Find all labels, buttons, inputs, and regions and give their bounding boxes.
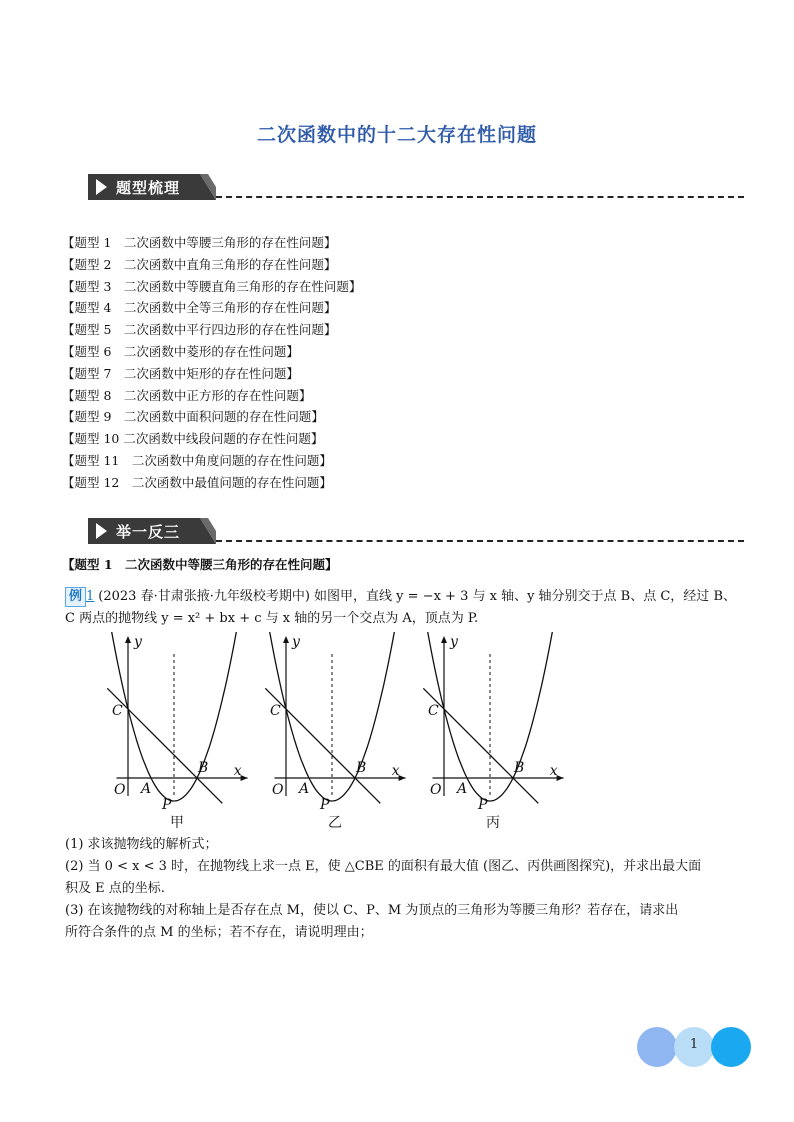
example-line-2: C 两点的抛物线 y = x² + bx + c 与 x 轴的另一个交点为 A，顶点为 P. <box>65 611 479 626</box>
section-header-practice <box>88 518 748 544</box>
dash-divider <box>216 540 744 542</box>
label-point-c: C <box>428 703 439 719</box>
label-point-p: P <box>320 797 330 812</box>
question-1: (1) 求该抛物线的解析式； <box>65 837 218 852</box>
parabola-figure <box>258 632 408 812</box>
dash-divider <box>216 196 744 198</box>
question-list <box>65 834 745 944</box>
figure-group <box>100 632 580 832</box>
example-number: 1 <box>86 589 95 604</box>
label-x: x <box>549 763 558 779</box>
label-point-b: B <box>514 760 525 776</box>
label-point-c: C <box>112 703 123 719</box>
topic-list <box>62 232 361 494</box>
example-text: (2023 春·甘肃张掖·九年级校考期中) 如图甲，直线 y = −x + 3 与 x 轴、y 轴分别交于点 B、点 C，经过 B、 <box>98 589 736 604</box>
figure-caption: 丙 <box>486 815 500 831</box>
label-point-b: B <box>356 760 367 776</box>
list-item: 【题型 11 二次函数中角度问题的存在性问题】 <box>62 452 332 468</box>
list-item: 【题型 8 二次函数中正方形的存在性问题】 <box>62 387 312 403</box>
label-y: y <box>134 634 142 650</box>
parabola-figure <box>416 632 566 812</box>
example-problem <box>65 586 745 630</box>
list-item: 【题型 6 二次函数中菱形的存在性问题】 <box>62 343 299 359</box>
example-line-1 <box>65 586 745 608</box>
figure-yi <box>258 632 408 832</box>
parabola-figure <box>100 632 250 812</box>
label-point-a: A <box>299 781 310 797</box>
y-axis-arrow <box>283 636 289 643</box>
label-y: y <box>292 634 300 650</box>
page-number-badge <box>637 1027 751 1067</box>
list-item: 【题型 7 二次函数中矩形的存在性问题】 <box>62 365 299 381</box>
label-y: y <box>450 634 458 650</box>
example-tag: 例 <box>65 587 86 607</box>
play-arrow-icon <box>96 179 107 195</box>
question-3-cont: 所符合条件的点 M 的坐标；若不存在，请说明理由； <box>65 925 373 940</box>
label-point-a: A <box>457 781 468 797</box>
label-point-c: C <box>270 703 281 719</box>
section-tag <box>88 174 216 200</box>
label-point-a: A <box>141 781 152 797</box>
page-number: 1 <box>689 1037 699 1052</box>
play-arrow-icon <box>96 523 107 539</box>
parabola-curve <box>111 632 240 801</box>
section-label: 举一反三 <box>116 523 181 541</box>
figure-jia <box>100 632 250 832</box>
question-2-cont: 积及 E 点的坐标. <box>65 881 165 896</box>
list-item: 【题型 5 二次函数中平行四边形的存在性问题】 <box>62 322 337 338</box>
y-axis-arrow <box>125 636 131 643</box>
question-3: (3) 在该抛物线的对称轴上是否存在点 M，使以 C、P、M 为顶点的三角形为等腰三角形？若存在，请求出 <box>65 903 679 918</box>
list-item: 【题型 4 二次函数中全等三角形的存在性问题】 <box>62 300 337 316</box>
list-item: 【题型 9 二次函数中面积问题的存在性问题】 <box>62 409 324 425</box>
label-point-p: P <box>478 797 488 812</box>
label-x: x <box>233 763 242 779</box>
page-title: 二次函数中的十二大存在性问题 <box>256 124 537 146</box>
list-item: 【题型 1 二次函数中等腰三角形的存在性问题】 <box>62 235 337 250</box>
list-item: 【题型 3 二次函数中等腰直角三角形的存在性问题】 <box>62 278 362 294</box>
section-header-outline <box>88 174 748 200</box>
figure-caption: 乙 <box>328 815 342 831</box>
list-item: 【题型 10 二次函数中线段问题的存在性问题】 <box>62 431 324 447</box>
label-point-b: B <box>198 760 209 776</box>
label-x: x <box>391 763 400 779</box>
question-2: (2) 当 0 < x < 3 时，在抛物线上求一点 E，使 △CBE 的面积有最大值 (图乙、丙供画图探究)，并求出最大面 <box>65 859 702 874</box>
label-point-p: P <box>162 797 172 812</box>
label-point-o: O <box>114 782 126 798</box>
parabola-curve <box>269 632 398 801</box>
y-axis-arrow <box>441 636 447 643</box>
section-label: 题型梳理 <box>116 179 181 197</box>
section-tag <box>88 518 216 544</box>
list-item: 【题型 12 二次函数中最值问题的存在性问题】 <box>62 474 332 490</box>
topic-subheading: 【题型 1 二次函数中等腰三角形的存在性问题】 <box>62 557 338 572</box>
parabola-curve <box>427 632 556 801</box>
label-point-o: O <box>272 782 284 798</box>
list-item: 【题型 2 二次函数中直角三角形的存在性问题】 <box>62 256 337 272</box>
figure-caption: 甲 <box>170 815 184 831</box>
label-point-o: O <box>430 782 442 798</box>
figure-bing <box>416 632 566 832</box>
